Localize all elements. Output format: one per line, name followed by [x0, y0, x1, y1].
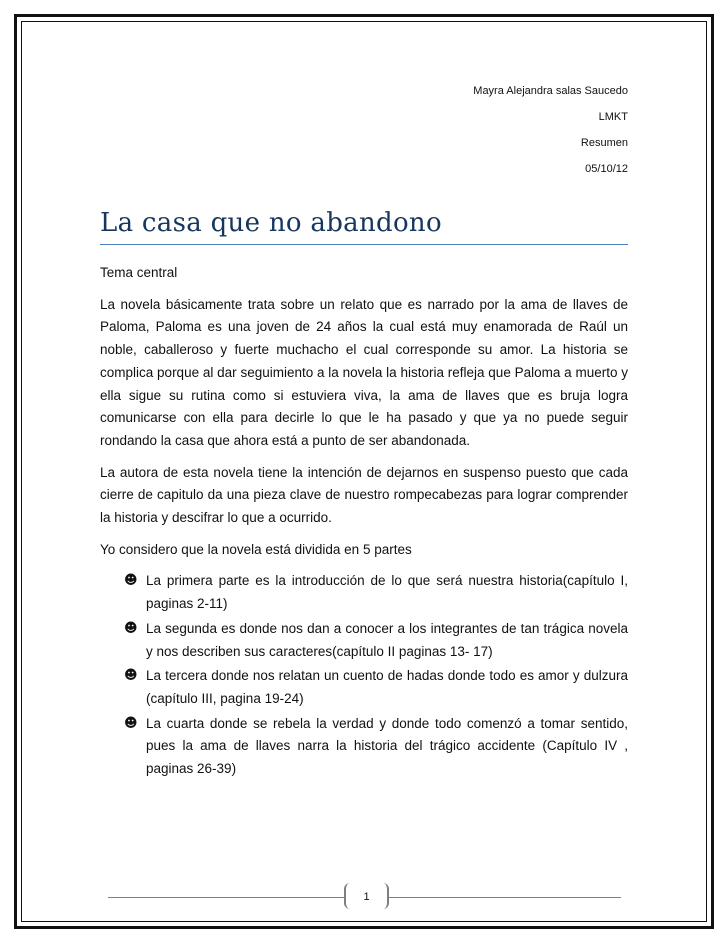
document-type: Resumen	[580, 137, 628, 149]
document-title: La casa que no abandono	[100, 208, 442, 238]
document-body	[100, 262, 628, 783]
list-item	[124, 618, 628, 663]
course-name: LMKT	[598, 111, 628, 123]
footer-rule-right	[389, 897, 621, 898]
document-date: 05/10/12	[585, 163, 628, 175]
list-item	[124, 665, 628, 710]
list-item	[124, 570, 628, 615]
list-item-text: La tercera donde nos relatan un cuento de hadas donde todo es amor y dulzura (capítulo III, pagina 19-24)	[146, 668, 628, 706]
author-name: Mayra Alejandra salas Saucedo	[473, 85, 628, 97]
paragraph-parts-intro: Yo considero que la novela está dividida en 5 partes	[100, 541, 412, 557]
list-item-text: La segunda es donde nos dan a conocer a los integrantes de tan trágica novela y nos describen sus caracteres(capítulo II paginas 13- 17)	[146, 620, 628, 659]
list-item	[124, 713, 628, 781]
page-number: 1	[344, 883, 389, 909]
smiley-bullet-icon: ☻	[124, 715, 138, 731]
list-item-text: La cuarta donde se rebela la verdad y donde todo comenzó a tomar sentido, pues la ama de llaves narra la historia del trágico accidente (Capítulo IV , paginas 26-39)	[146, 715, 628, 777]
paragraph-summary: La novela básicamente trata sobre un relato que es narrado por la ama de llaves de Paloma, Paloma es una joven de 24 años la cual está muy enamorada de Raúl un noble, caballeroso y fuerte muchacho el cual corresponde su amor. La historia se complica porque al dar seguimiento a la novela la historia refleja que Paloma a muerto y ella sigue su rutina como si estuviera viva, la ama de llaves que es bruja logra comunicarse con ella para decirle lo que le ha pasado y que ya no puede seguir rondando la casa que ahora está a punto de ser abandonada.	[100, 296, 628, 448]
list-item-text: La primera parte es la introducción de lo que será nuestra historia(capítulo I, paginas 2-11)	[146, 573, 628, 612]
smiley-bullet-icon: ☻	[124, 668, 138, 684]
smiley-bullet-icon: ☻	[124, 573, 138, 589]
footer-rule-left	[108, 897, 344, 898]
parts-list	[100, 570, 628, 780]
section-heading: Tema central	[100, 265, 178, 280]
paragraph-author-intent: La autora de esta novela tiene la intención de dejarnos en suspenso puesto que cada cierre de capitulo da una pieza clave de nuestro rompecabezas para lograr comprender la historia y descifrar lo que a ocurrido.	[100, 464, 628, 526]
title-underline	[100, 244, 628, 245]
document-header	[473, 84, 628, 188]
smiley-bullet-icon: ☻	[124, 620, 138, 636]
